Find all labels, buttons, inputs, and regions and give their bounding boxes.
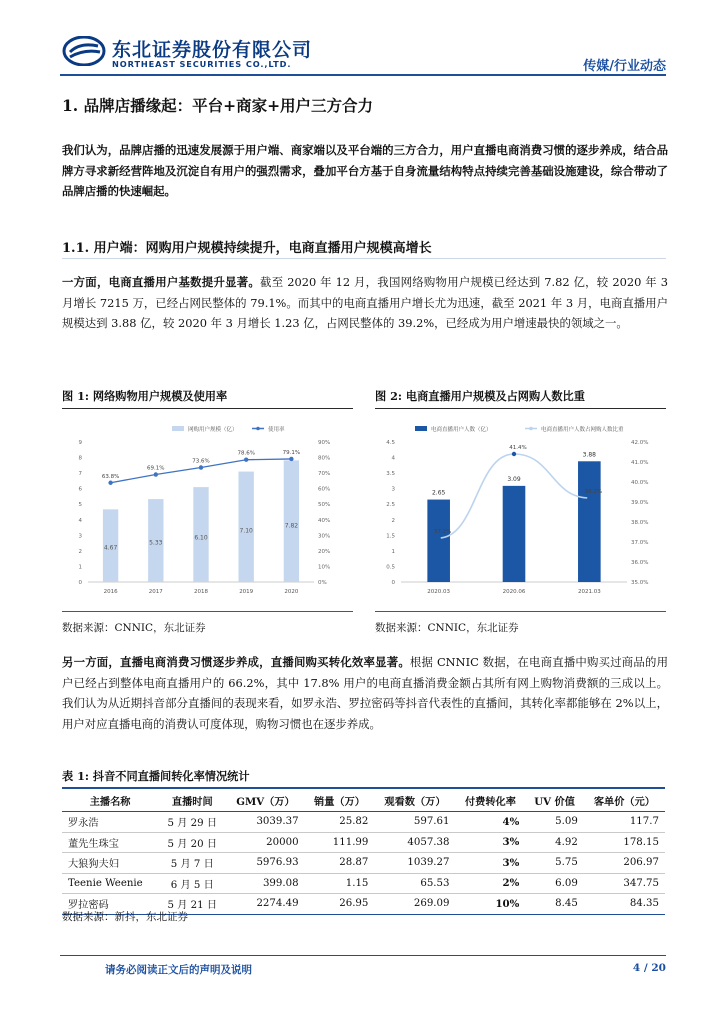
figure2-source: 数据来源：CNNIC，东北证券 — [375, 622, 519, 634]
table-cell: 10% — [456, 894, 526, 915]
line-point — [199, 465, 203, 469]
table-cell: 3039.37 — [226, 812, 304, 833]
y-tick-label: 0.5 — [386, 564, 395, 571]
bar-value-label: 7.82 — [284, 522, 299, 530]
table-header-cell: 观看数（万） — [374, 788, 455, 812]
line-value-label: 39.2% — [584, 489, 603, 495]
table-cell: 3% — [456, 832, 526, 853]
table-cell: 28.87 — [305, 853, 375, 874]
y2-tick-label: 0% — [318, 580, 327, 586]
y-tick-label: 4 — [78, 517, 82, 524]
table-cell: Teenie Weenie — [62, 873, 158, 894]
table-cell: 3% — [456, 853, 526, 874]
y2-tick-label: 60% — [318, 486, 331, 493]
footer-disclaimer: 请务必阅读正文后的声明及说明 — [105, 964, 252, 976]
y2-tick-label: 42.0% — [631, 440, 649, 446]
table-header-cell: 销量（万） — [305, 788, 375, 812]
legend-bar-swatch — [172, 426, 184, 431]
table-cell: 5 月 21 日 — [158, 894, 226, 915]
subsection-divider — [62, 258, 666, 259]
table-cell: 2% — [456, 873, 526, 894]
table-cell: 5 月 29 日 — [158, 812, 226, 833]
table-cell: 5 月 7 日 — [158, 853, 226, 874]
table-cell: 399.08 — [226, 873, 304, 894]
figure2-chart — [375, 412, 666, 602]
paragraph-body: 截至 2020 年 12 月，我国网络购物用户规模已经达到 7.82 亿，较 2020 年 3 月增长 7215 万，已经占网民整体的 79.1%。而其中的电商直播用户增长尤为迅速，截至 2021 年 3 月，电商直播用户规模达到 3.88 亿，较 2020 年 3 月增长 1.23 亿，占网民整体的 39.2%，已经成为用户增速最快的领域之一。 — [62, 275, 668, 330]
table-cell: 26.95 — [305, 894, 375, 915]
y-tick-label: 1.5 — [386, 533, 395, 540]
bar-value-label: 5.33 — [149, 539, 163, 547]
line-point — [154, 472, 158, 476]
y2-tick-label: 40% — [318, 517, 331, 524]
company-name-en: NORTHEAST SECURITIES CO.,LTD. — [112, 59, 292, 69]
legend-line-marker — [529, 427, 533, 431]
y2-tick-label: 38.0% — [631, 520, 649, 526]
table-header-cell: 直播时间 — [158, 788, 226, 812]
legend-label: 电商直播用户人数占网购人数比重 — [541, 427, 624, 433]
x-tick-label: 2017 — [148, 589, 163, 595]
bar-value-label: 2.65 — [431, 489, 446, 497]
legend-label: 使用率 — [268, 427, 285, 433]
page-number: 4 / 20 — [632, 962, 666, 974]
line-point — [289, 457, 293, 461]
y2-tick-label: 20% — [318, 548, 331, 555]
y-tick-label: 7 — [78, 471, 82, 478]
header-divider — [60, 74, 666, 76]
y2-tick-label: 30% — [318, 533, 331, 540]
y2-tick-label: 40.0% — [631, 480, 649, 486]
y-tick-label: 6 — [78, 486, 82, 493]
section-heading: 1. 品牌店播缘起：平台+商家+用户三方合力 — [62, 96, 374, 115]
table-cell: 20000 — [226, 832, 304, 853]
table-header-cell: 付费转化率 — [456, 788, 526, 812]
table-cell: 董先生珠宝 — [62, 832, 158, 853]
table-cell: 597.61 — [374, 812, 455, 833]
legend-line-marker — [256, 427, 260, 431]
x-tick-label: 2021.03 — [577, 589, 601, 595]
intro-paragraph: 我们认为，品牌店播的迅速发展源于用户端、商家端以及平台端的三方合力，用户直播电商消费习惯的逐步养成，结合品牌方寻求新经营阵地及沉淀自有用户的强烈需求，叠加平台方基于自身流量结构特点持续完善基础设施建设，综合带动了品牌店播的快速崛起。 — [62, 143, 668, 198]
line-point — [587, 496, 591, 500]
y2-tick-label: 80% — [318, 455, 331, 462]
y-tick-label: 5 — [78, 502, 82, 509]
table-cell: 1.15 — [305, 873, 375, 894]
legend-bar-swatch — [415, 426, 427, 431]
legend-label: 电商直播用户人数（亿） — [431, 427, 492, 433]
table-header-cell: 主播名称 — [62, 788, 158, 812]
bar — [578, 461, 601, 582]
company-logo-icon — [62, 36, 106, 66]
y2-tick-label: 37.0% — [631, 540, 649, 546]
footer-divider — [60, 955, 666, 956]
y-tick-label: 4.5 — [386, 440, 395, 446]
table-cell: 2274.49 — [226, 894, 304, 915]
table-cell: 4.92 — [525, 832, 583, 853]
y-tick-label: 3 — [391, 486, 395, 493]
figure1-title: 图 1: 网络购物用户规模及使用率 — [62, 389, 228, 403]
table-cell: 178.15 — [584, 832, 665, 853]
table-source: 数据来源：新抖，东北证券 — [62, 911, 188, 923]
line-value-label: 79.1% — [282, 449, 301, 456]
figure1-bottom-rule — [62, 611, 353, 612]
table-cell: 111.99 — [305, 832, 375, 853]
figure2-top-rule — [375, 408, 666, 409]
subsection-heading: 1.1. 用户端：网购用户规模持续提升，电商直播用户规模高增长 — [62, 241, 432, 256]
bar — [503, 486, 526, 582]
y2-tick-label: 50% — [318, 502, 331, 509]
table-cell: 1039.27 — [374, 853, 455, 874]
conversion-paragraph — [62, 652, 668, 734]
table-cell: 大狼狗夫妇 — [62, 853, 158, 874]
y-tick-label: 4 — [391, 455, 395, 462]
y-tick-label: 0 — [78, 580, 82, 586]
table-cell: 347.75 — [584, 873, 665, 894]
x-tick-label: 2016 — [103, 589, 118, 595]
y2-tick-label: 36.0% — [631, 560, 649, 566]
y2-tick-label: 35.0% — [631, 580, 649, 586]
figure1-top-rule — [62, 408, 353, 409]
line-value-label: 63.8% — [101, 473, 120, 480]
table-cell: 65.53 — [374, 873, 455, 894]
table-cell: 25.82 — [305, 812, 375, 833]
figure2-title: 图 2: 电商直播用户规模及占网购人数比重 — [375, 389, 585, 403]
y2-tick-label: 10% — [318, 564, 331, 571]
table-cell: 罗拉密码 — [62, 894, 158, 915]
figure2-bottom-rule — [375, 611, 666, 612]
table-cell: 罗永浩 — [62, 812, 158, 833]
table-header-row — [62, 788, 665, 812]
y-tick-label: 2 — [78, 548, 82, 555]
y2-tick-label: 70% — [318, 471, 331, 478]
y-tick-label: 2 — [391, 517, 395, 524]
table-cell: 84.35 — [584, 894, 665, 915]
table-cell: 206.97 — [584, 853, 665, 874]
conversion-table — [62, 787, 665, 915]
line-value-label: 69.1% — [147, 465, 165, 472]
table-title: 表 1: 抖音不同直播间转化率情况统计 — [62, 769, 250, 783]
line-point — [244, 458, 248, 462]
y2-tick-label: 39.0% — [631, 500, 649, 506]
table-row — [62, 832, 665, 853]
figure1-chart — [62, 412, 353, 602]
table-cell: 6.09 — [525, 873, 583, 894]
table-row — [62, 812, 665, 833]
x-tick-label: 2018 — [194, 589, 208, 595]
table-cell: 5.75 — [525, 853, 583, 874]
bar-value-label: 3.88 — [582, 451, 597, 459]
line-value-label: 41.4% — [509, 445, 527, 451]
table-header-cell: 客单价（元） — [584, 788, 665, 812]
table-cell: 5976.93 — [226, 853, 304, 874]
bar-value-label: 6.10 — [194, 534, 208, 542]
legend-label: 网购用户规模（亿） — [188, 427, 238, 433]
bar-value-label: 3.09 — [507, 475, 521, 483]
report-section-label: 传媒/行业动态 — [583, 59, 666, 74]
line-point — [108, 481, 112, 485]
table-cell: 4057.38 — [374, 832, 455, 853]
x-tick-label: 2020 — [284, 589, 299, 595]
table-header-cell: GMV（万） — [226, 788, 304, 812]
table-cell: 4% — [456, 812, 526, 833]
y-tick-label: 8 — [78, 455, 82, 462]
y-tick-label: 2.5 — [386, 502, 395, 509]
table-cell: 5.09 — [525, 812, 583, 833]
table-cell: 6 月 5 日 — [158, 873, 226, 894]
company-name-cn: 东北证券股份有限公司 — [112, 39, 313, 61]
table-row — [62, 853, 665, 874]
x-tick-label: 2019 — [239, 589, 254, 595]
y-tick-label: 3 — [78, 533, 82, 540]
line-value-label: 37.2% — [433, 529, 452, 535]
y-tick-label: 1 — [78, 564, 82, 571]
x-tick-label: 2020.03 — [427, 589, 451, 595]
table-cell: 117.7 — [584, 812, 665, 833]
y-tick-label: 0 — [391, 580, 395, 586]
bar — [284, 460, 299, 582]
y2-tick-label: 41.0% — [631, 460, 649, 466]
line-value-label: 73.6% — [192, 458, 210, 465]
y-tick-label: 9 — [78, 440, 82, 446]
line-value-label: 78.6% — [237, 450, 255, 457]
table-cell: 269.09 — [374, 894, 455, 915]
y-tick-label: 3.5 — [386, 471, 395, 478]
x-tick-label: 2020.06 — [502, 589, 526, 595]
line-point — [512, 452, 516, 456]
bar — [427, 500, 450, 582]
bar-value-label: 7.10 — [239, 527, 253, 535]
paragraph-lead: 另一方面，直播电商消费习惯逐步养成，直播间购买转化效率显著。 — [62, 655, 410, 669]
line-point — [436, 536, 440, 540]
figure1-source: 数据来源：CNNIC，东北证券 — [62, 622, 206, 634]
table-header-cell: UV 价值 — [525, 788, 583, 812]
y-tick-label: 1 — [391, 548, 395, 555]
paragraph-lead: 一方面，电商直播用户基数提升显著。 — [62, 275, 261, 289]
table-cell: 8.45 — [525, 894, 583, 915]
table-row — [62, 873, 665, 894]
paragraph-body: 根据 CNNIC 数据，在电商直播中购买过商品的用户已经占到整体电商直播用户的 66.2%，其中 17.8% 用户的电商直播消费金额占其所有网上购物消费额的三成以上。我们认为从近期抖音部分直播间的表现来看，如罗永浩、罗拉密码等抖音代表性的直播间，其转化率都能够在 2%以上，用户对应直播电商的消费认可度体现，购物习惯也在逐步养成。 — [62, 655, 668, 731]
bar-value-label: 4.67 — [103, 544, 118, 552]
table-cell: 5 月 20 日 — [158, 832, 226, 853]
y2-tick-label: 90% — [318, 440, 331, 446]
user-scale-paragraph — [62, 272, 668, 334]
